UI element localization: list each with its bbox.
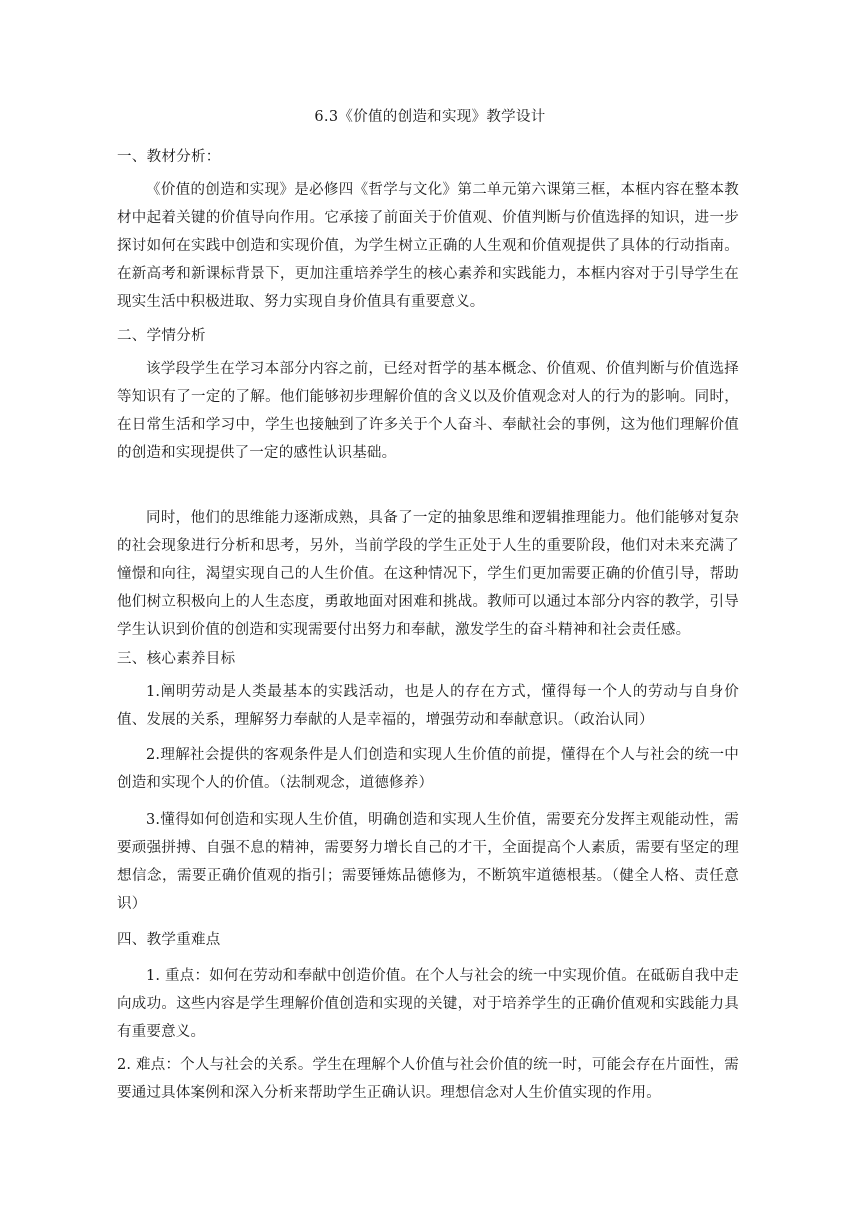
- goal-item-1: 1.阐明劳动是人类最基本的实践活动，也是人的存在方式，懂得每一个人的劳动与自身价值、发展的关系，理解努力奉献的人是幸福的，增强劳动和奉献意识。（政治认同）: [117, 684, 739, 728]
- section-heading-core-literacy-goals: 三、核心素养目标: [117, 651, 236, 667]
- section-heading-key-difficult-points: 四、教学重难点: [117, 932, 221, 948]
- difficult-point-paragraph: 2. 难点：个人与社会的关系。学生在理解个人价值与社会价值的统一时，可能会存在片面性，需要通过具体案例和深入分析来帮助学生正确认识。理想信念对人生价值实现的作用。: [117, 1057, 739, 1101]
- paragraph-textbook-analysis: 《价值的创造和实现》是必修四《哲学与文化》第二单元第六课第三框，本框内容在整本教材中起着关键的价值导向作用。它承接了前面关于价值观、价值判断与价值选择的知识，进一步探讨如何在实践中创造和实现价值，为学生树立正确的人生观和价值观提供了具体的行动指南。在新高考和新课标背景下，更加注重培养学生的核心素养和实践能力，本框内容对于引导学生在现实生活中积极进取、努力实现自身价值具有重要意义。: [117, 182, 739, 310]
- paragraph-student-analysis-1: 该学段学生在学习本部分内容之前，已经对哲学的基本概念、价值观、价值判断与价值选择等知识有了一定的了解。他们能够初步理解价值的含义以及价值观念对人的行为的影响。同时，在日常生活和学习中，学生也接触到了许多关于个人奋斗、奉献社会的事例，这为他们理解价值的创造和实现提供了一定的感性认识基础。: [117, 361, 739, 461]
- goal-item-3: 3.懂得如何创造和实现人生价值，明确创造和实现人生价值，需要充分发挥主观能动性，需要顽强拼搏、自强不息的精神，需要努力增长自己的才干，全面提高个人素质，需要有坚定的理想信念，需要正确价值观的指引；需要锤炼品德修为，不断筑牢道德根基。（健全人格、责任意识）: [117, 812, 739, 912]
- section-heading-student-analysis: 二、学情分析: [117, 328, 206, 344]
- section-heading-textbook-analysis: 一、教材分析：: [117, 149, 221, 165]
- paragraph-student-analysis-2: 同时，他们的思维能力逐渐成熟，具备了一定的抽象思维和逻辑推理能力。他们能够对复杂的社会现象进行分析和思考，另外，当前学段的学生正处于人生的重要阶段，他们对未来充满了憧憬和向往，渴望实现自己的人生价值。在这种情况下，学生们更加需要正确的价值引导，帮助他们树立积极向上的人生态度，勇敢地面对困难和挑战。教师可以通过本部分内容的教学，引导学生认识到价值的创造和实现需要付出努力和奉献，激发学生的奋斗精神和社会责任感。: [117, 510, 739, 638]
- goal-item-2: 2.理解社会提供的客观条件是人们创造和实现人生价值的前提，懂得在个人与社会的统一中创造和实现个人的价值。（法制观念，道德修养）: [117, 747, 739, 791]
- document-title: 6.3《价值的创造和实现》教学设计: [314, 109, 546, 125]
- key-point-paragraph: 1. 重点：如何在劳动和奉献中创造价值。在个人与社会的统一中实现价值。在砥砺自我中走向成功。这些内容是学生理解价值创造和实现的关键，对于培养学生的正确价值观和实践能力具有重要意义。: [117, 968, 739, 1040]
